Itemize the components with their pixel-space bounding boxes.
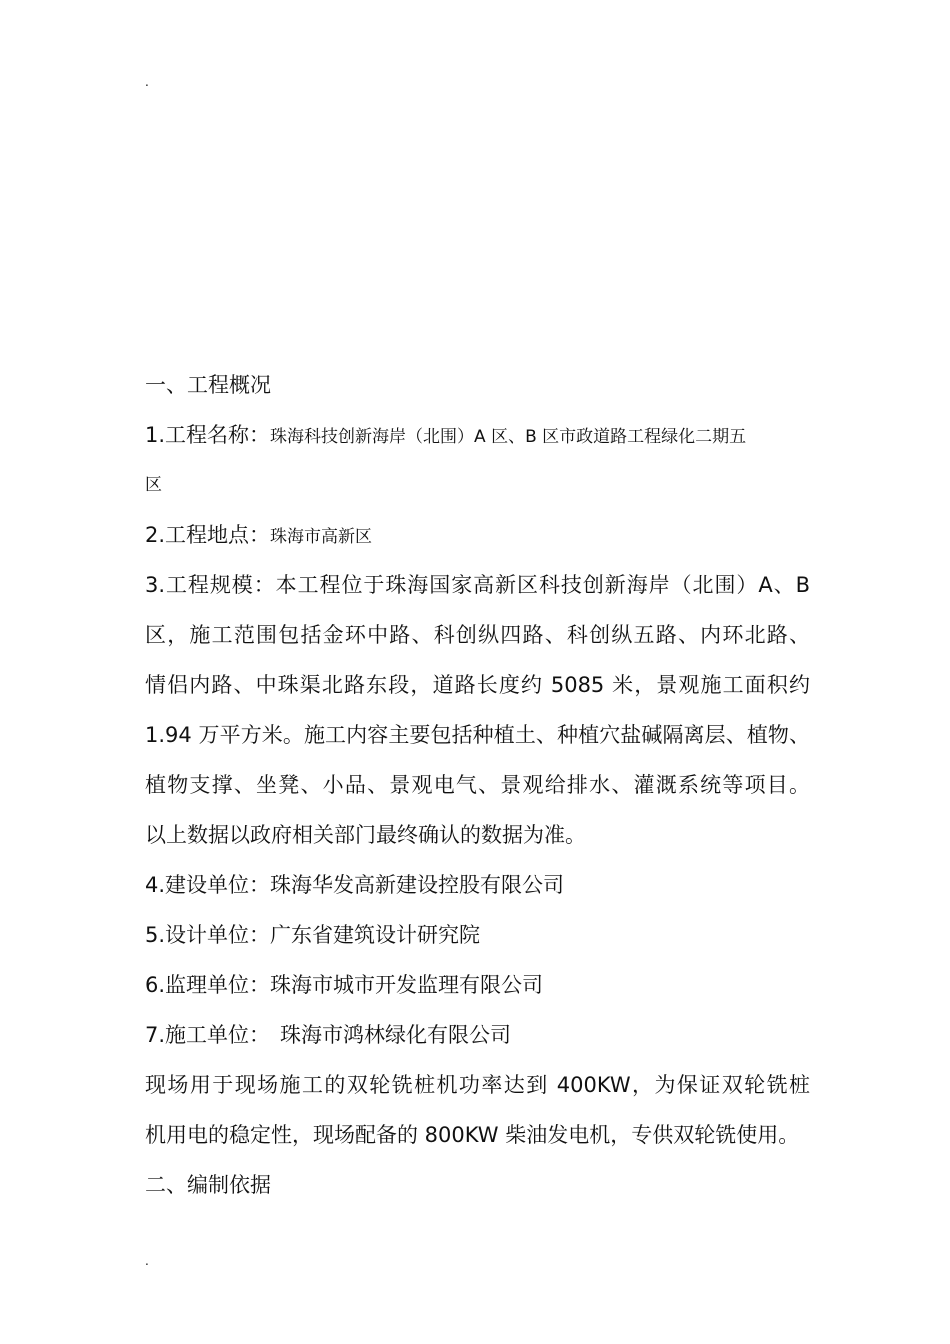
- project-name-value: 珠海科技创新海岸（北围）A 区、B 区市政道路工程绿化二期五: [270, 427, 747, 447]
- project-location-label: 2.工程地点：: [145, 523, 271, 547]
- design-unit-line: 5.设计单位：广东省建筑设计研究院: [145, 923, 481, 947]
- project-location-line: [145, 510, 810, 560]
- project-location-value: 珠海市高新区: [270, 527, 373, 547]
- project-scale-line-5: 植物支撑、坐凳、小品、景观电气、景观给排水、灌溉系统等项目。: [145, 773, 810, 797]
- owner-unit-line: 4.建设单位：珠海华发高新建设控股有限公司: [145, 873, 565, 897]
- section-heading-basis: 二、编制依据: [145, 1173, 271, 1197]
- document-body: [145, 360, 810, 1210]
- project-scale-line-3: 情侣内路、中珠渠北路东段，道路长度约 5085 米，景观施工面积约: [145, 673, 810, 697]
- project-scale-line-6: 以上数据以政府相关部门最终确认的数据为准。: [145, 823, 586, 847]
- project-scale-line-4: 1.94 万平方米。施工内容主要包括种植土、种植穴盐碱隔离层、植物、: [145, 723, 810, 747]
- construction-unit-label: 7.施工单位：: [145, 1023, 271, 1047]
- power-note-line-2: 机用电的稳定性，现场配备的 800KW 柴油发电机，专供双轮铣使用。: [145, 1123, 800, 1147]
- project-scale-line-2: 区，施工范围包括金环中路、科创纵四路、科创纵五路、内环北路、: [145, 623, 810, 647]
- construction-unit-line: [145, 1010, 810, 1060]
- construction-unit-value: 珠海市鸿林绿化有限公司: [280, 1023, 512, 1047]
- section-heading-overview: 一、工程概况: [145, 373, 271, 397]
- header-mark: .: [145, 75, 149, 89]
- power-note-line-1: 现场用于现场施工的双轮铣桩机功率达到 400KW，为保证双轮铣桩: [145, 1073, 810, 1097]
- project-name-line: [145, 410, 810, 460]
- project-scale-line-1: 3.工程规模：本工程位于珠海国家高新区科技创新海岸（北围）A、B: [145, 573, 810, 597]
- project-name-value-continued: 区: [145, 475, 162, 495]
- project-name-label: 1.工程名称：: [145, 423, 271, 447]
- footer-mark: .: [145, 1254, 149, 1268]
- supervision-unit-line: 6.监理单位：珠海市城市开发监理有限公司: [145, 973, 544, 997]
